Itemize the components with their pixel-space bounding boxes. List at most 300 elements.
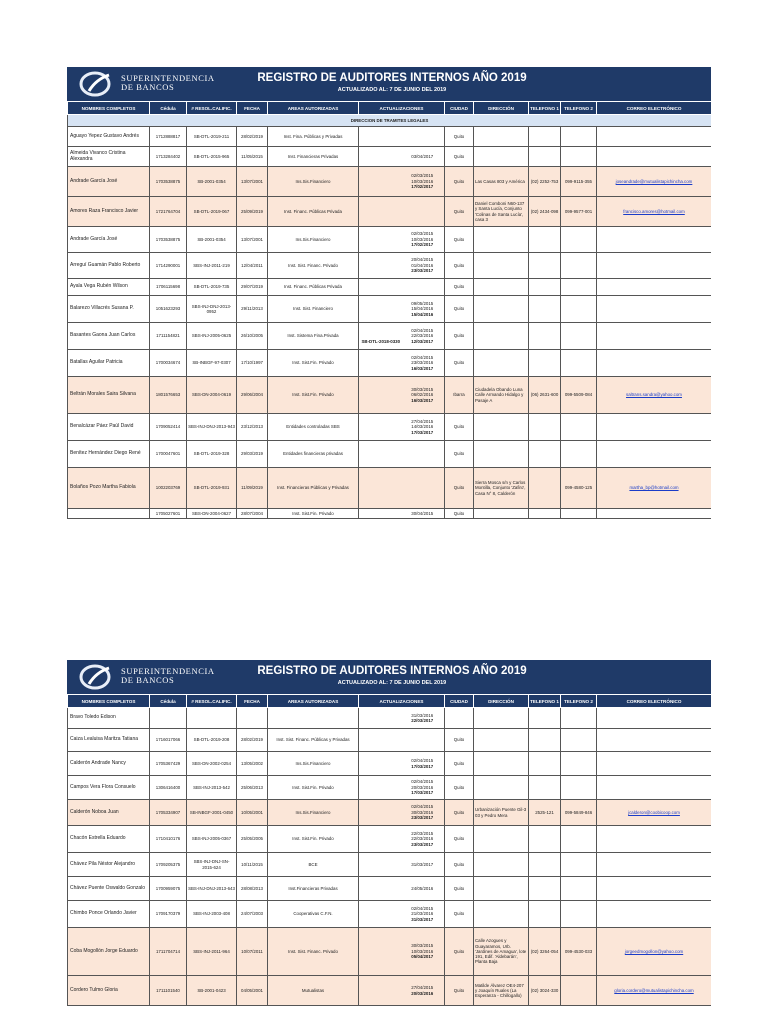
phone-2-cell — [561, 776, 597, 800]
updates-cell — [359, 147, 445, 167]
phone-2-cell — [561, 708, 597, 729]
email-cell[interactable]: martha_bp@hotmail.com — [597, 468, 712, 509]
address-cell — [474, 901, 529, 928]
table-row — [68, 323, 712, 350]
authorized-areas-cell: Inst. Sist. Financ. Públicas y Privadas — [268, 729, 359, 752]
cedula-cell: 1706115698 — [150, 279, 187, 296]
phone-1-cell — [529, 296, 561, 323]
auditor-name: Balarezo Villacrés Susana P. — [68, 296, 150, 323]
phone-1-cell: (02) 3024-330 — [529, 976, 561, 1006]
city-cell: Quito — [445, 296, 474, 323]
resolution-cell: SB-2001-0354 — [187, 227, 237, 253]
city-cell: Quito — [445, 853, 474, 877]
updates-cell — [359, 752, 445, 776]
updates-cell — [359, 377, 445, 414]
city-cell: Quito — [445, 729, 474, 752]
city-cell: Quito — [445, 752, 474, 776]
resolution-cell: SB-DTL-2015-965 — [187, 147, 237, 167]
city-cell: Quito — [445, 826, 474, 853]
header-banner — [67, 67, 711, 101]
address-cell — [474, 296, 529, 323]
email-cell — [597, 414, 712, 441]
phone-2-cell — [561, 826, 597, 853]
update-date: 23/03/2017 — [411, 815, 434, 821]
phone-1-cell: (02) 2434-098 — [529, 197, 561, 227]
table-row — [68, 708, 712, 729]
update-date — [402, 737, 444, 743]
date-cell: 29/06/2004 — [237, 377, 268, 414]
column-header: TELEFONO 2 — [561, 102, 597, 115]
update-date: 15/04/2016 — [411, 311, 434, 317]
phone-2-cell — [561, 752, 597, 776]
update-date: 27/04/2015 — [411, 985, 434, 990]
table-row — [68, 468, 712, 509]
city-cell: Quito — [445, 279, 474, 296]
cedula-cell: 1709205375 — [150, 853, 187, 877]
address-cell: Las Casas 803 y América — [474, 167, 529, 197]
date-cell: 10/11/2015 — [237, 853, 268, 877]
city-cell: Quito — [445, 928, 474, 976]
update-date: 10/03/2016 — [411, 236, 434, 242]
resolution-cell: SBS-DN-2004-0619 — [187, 377, 237, 414]
updates-cell — [359, 853, 445, 877]
update-date: 10/03/2016 — [411, 178, 434, 184]
column-header: CORREO ELECTRÓNICO — [597, 695, 712, 708]
address-cell — [474, 253, 529, 279]
email-cell[interactable]: jcalderon@coobicoop.com — [597, 800, 712, 826]
phone-1-cell: (06) 2631-600 — [529, 377, 561, 414]
cedula-cell: 1801576653 — [150, 377, 187, 414]
email-cell — [597, 147, 712, 167]
city-cell: Quito — [445, 167, 474, 197]
address-cell — [474, 853, 529, 877]
page-title: REGISTRO DE AUDITORES INTERNOS AÑO 2019 — [257, 665, 527, 677]
authorized-areas-cell: Cooperativas C.F.N. — [268, 901, 359, 928]
update-date: 23/03/2017 — [411, 268, 434, 274]
updates-cell — [359, 901, 445, 928]
table-row — [68, 296, 712, 323]
phone-1-cell — [529, 901, 561, 928]
date-cell: 28/02/2019 — [237, 127, 268, 147]
address-cell — [474, 350, 529, 377]
registry-sheet-2 — [67, 660, 711, 1024]
date-cell: 25/06/2013 — [237, 776, 268, 800]
authorized-areas-cell: Inst.Financieras Privadas — [268, 877, 359, 901]
updates-cell — [359, 976, 445, 1006]
section-title: DIRECCION DE TRAMITES LEGALES — [68, 115, 712, 127]
update-date: 31/03/2016 — [411, 712, 434, 718]
table-row — [68, 377, 712, 414]
cedula-cell: 1721764704 — [150, 197, 187, 227]
update-date — [402, 451, 444, 457]
auditor-name: Aguayo Yepez Gustavo Andrés — [68, 127, 150, 147]
phone-2-cell — [561, 976, 597, 1006]
resolution-cell: SBS-INJ-2003-408 — [187, 901, 237, 928]
date-cell: 23/12/2013 — [237, 414, 268, 441]
update-date: 30/03/2015 — [411, 943, 434, 949]
city-cell: Quito — [445, 253, 474, 279]
cedula-cell: 1051623293 — [150, 296, 187, 323]
address-cell: Sierra Mosca s/n y Carlos Montilla, Conjunto 'Zafiro', Casa N° 8, Calderón — [474, 468, 529, 509]
superintendencia-logo-icon — [79, 71, 119, 97]
email-cell — [597, 227, 712, 253]
resolution-cell: SBS-INJ-2011-964 — [187, 928, 237, 976]
update-date: 15/04/2016 — [411, 306, 434, 312]
table-row — [68, 776, 712, 800]
cedula-cell: 1712888817 — [150, 127, 187, 147]
update-date: 23/03/2017 — [411, 841, 434, 847]
authorized-areas-cell: Inst. Sist.Fin. Privado — [268, 776, 359, 800]
update-date: 17/02/2017 — [411, 242, 434, 248]
email-cell — [597, 323, 712, 350]
address-cell — [474, 323, 529, 350]
cedula-cell: 1705334907 — [150, 800, 187, 826]
city-cell: Quito — [445, 776, 474, 800]
update-date: 17/03/2017 — [411, 763, 434, 769]
city-cell: Quito — [445, 147, 474, 167]
cedula-cell: 1700047601 — [150, 441, 187, 468]
email-cell[interactable]: gloria.cordero@mutualistapichincha.com — [597, 976, 712, 1006]
auditor-name: Almeida Vivanco Cristina Alexandra — [68, 147, 150, 167]
auditor-name: Amores Raza Francisco Javier — [68, 197, 150, 227]
phone-1-cell: 2525-121 — [529, 800, 561, 826]
phone-1-cell: (02) 3264-054 — [529, 928, 561, 976]
address-cell — [474, 414, 529, 441]
header-banner — [67, 660, 711, 694]
column-header: CIUDAD — [445, 102, 474, 115]
resolution-cell: SB-DTL-2019-208 — [187, 729, 237, 752]
auditor-name: Andrade García José — [68, 167, 150, 197]
address-cell — [474, 147, 529, 167]
authorized-areas-cell: Entidades financieras privadas — [268, 441, 359, 468]
authorized-areas-cell: Inst. Fina. Públicas y Privadas — [268, 127, 359, 147]
city-cell: Quito — [445, 414, 474, 441]
city-cell: Quito — [445, 441, 474, 468]
update-date: 20/03/2016 — [411, 784, 434, 790]
auditors-table-1 — [67, 101, 711, 519]
update-date: 17/02/2017 — [411, 184, 434, 190]
update-date: 22/03/2015 — [411, 830, 434, 836]
authorized-areas-cell: Inst. Sist.Fin. Privado — [268, 826, 359, 853]
email-cell — [597, 901, 712, 928]
table-row — [68, 853, 712, 877]
resolution-cell: SB-DTL-2019-328 — [187, 441, 237, 468]
auditor-name: Benítez Hernández Diego René — [68, 441, 150, 468]
authorized-areas-cell: Inst. Sist. Financiero — [268, 296, 359, 323]
update-date: 31/03/2017 — [411, 861, 434, 867]
address-cell: Matilde Álvarez OE4-207 y Joaquín Ruales (La Esperanza - Chillogallo) — [474, 976, 529, 1006]
table-row — [68, 877, 712, 901]
email-cell[interactable]: saltrans.sandra@yahoo.com — [597, 377, 712, 414]
auditor-name: Bravo Toledo Edison — [68, 708, 150, 729]
column-header: FECHA — [237, 102, 268, 115]
city-cell: Quito — [445, 323, 474, 350]
update-date — [402, 284, 444, 290]
update-date: 02/03/2015 — [411, 173, 434, 179]
date-cell: 11/09/2019 — [237, 468, 268, 509]
resolution-cell: SBS-INJ-2005-0625 — [187, 323, 237, 350]
address-cell — [474, 729, 529, 752]
phone-1-cell — [529, 776, 561, 800]
table-row — [68, 826, 712, 853]
phone-2-cell — [561, 253, 597, 279]
column-header: DIRECCIÓN — [474, 102, 529, 115]
authorized-areas-cell: Inst. Financ. Públicas Privada — [268, 197, 359, 227]
updates-cell — [359, 296, 445, 323]
email-cell — [597, 826, 712, 853]
authorized-areas-cell: Inst. Financieras Privadas — [268, 147, 359, 167]
resolution-cell: SBS-INJ-DNJ-SN-2015-624 — [187, 853, 237, 877]
column-header: CORREO ELECTRÓNICO — [597, 102, 712, 115]
updates-cell — [359, 227, 445, 253]
update-date: 06/02/2016 — [411, 392, 434, 398]
date-cell: 10/07/2011 — [237, 928, 268, 976]
resolution-cell: SB-DTL-2019-735 — [187, 279, 237, 296]
phone-1-cell — [529, 127, 561, 147]
updates-cell — [359, 708, 445, 729]
phone-1-cell — [529, 227, 561, 253]
resolution-cell: SB-DTL-2019-067 — [187, 197, 237, 227]
authorized-areas-cell: Ins.Sis.Financiero — [268, 800, 359, 826]
update-date: 14/03/2016 — [411, 424, 434, 430]
update-date — [402, 209, 444, 215]
logo-line-2: DE BANCOS — [121, 675, 175, 685]
auditor-name: Andrade García José — [68, 227, 150, 253]
resolution-cell: SB-2001-0354 — [187, 167, 237, 197]
email-cell — [597, 127, 712, 147]
address-cell: Daniel Comboni N60-137 y Santa Lucía, Conjunto 'Colinas de Santa Lucía', casa 3 — [474, 197, 529, 227]
email-cell — [597, 441, 712, 468]
column-header: NOMBRES COMPLETOS — [68, 102, 150, 115]
address-cell — [474, 752, 529, 776]
resolution-cell: SBS-INJ-2013-542 — [187, 776, 237, 800]
email-cell — [597, 509, 712, 519]
update-date: 12/03/2017 — [411, 338, 434, 344]
column-header: NOMBRES COMPLETOS — [68, 695, 150, 708]
phone-2-cell — [561, 296, 597, 323]
city-cell: Quito — [445, 127, 474, 147]
updates-cell — [359, 441, 445, 468]
date-cell: 25/05/2005 — [237, 826, 268, 853]
cedula-cell: 1713284402 — [150, 147, 187, 167]
updates-cell — [359, 350, 445, 377]
auditor-name: Ayala Vega Rubén Wilson — [68, 279, 150, 296]
table-row — [68, 800, 712, 826]
resolution-cell: SB-DTL-2019-211 — [187, 127, 237, 147]
phone-2-cell — [561, 147, 597, 167]
phone-2-cell — [561, 323, 597, 350]
table-row — [68, 167, 712, 197]
update-date: 02/04/2015 — [411, 779, 434, 785]
phone-2-cell — [561, 853, 597, 877]
update-date: 22/03/2017 — [411, 718, 434, 723]
address-cell — [474, 279, 529, 296]
phone-1-cell — [529, 253, 561, 279]
phone-1-cell — [529, 509, 561, 519]
auditor-name: Coba Mogollón Jorge Eduardo — [68, 928, 150, 976]
phone-1-cell — [529, 468, 561, 509]
table-row — [68, 441, 712, 468]
auditor-name: Bolaños Pozo Martha Fabiola — [68, 468, 150, 509]
updates-cell — [359, 468, 445, 509]
authorized-areas-cell: Inst. Sist.Fin. Privado — [268, 350, 359, 377]
update-date: 17/03/2017 — [411, 790, 434, 796]
phone-2-cell — [561, 127, 597, 147]
update-date: 10/03/2016 — [411, 948, 434, 954]
table-row — [68, 752, 712, 776]
city-cell — [445, 708, 474, 729]
column-header: ACTUALIZACIONES — [359, 102, 445, 115]
authorized-areas-cell: Inst. Sist. Financ. Privado — [268, 253, 359, 279]
auditor-name: Arreguí Guamán Pablo Roberto — [68, 253, 150, 279]
cedula-cell: 1705027601 — [150, 509, 187, 519]
table-row — [68, 901, 712, 928]
updates-cell — [359, 509, 445, 519]
resolution-cell: SB-INBGF-2001-0450 — [187, 800, 237, 826]
phone-2-cell — [561, 877, 597, 901]
date-cell: 12/04/2011 — [237, 253, 268, 279]
authorized-areas-cell: BCE — [268, 853, 359, 877]
authorized-areas-cell: Ins.Sis.Financiero — [268, 752, 359, 776]
resolution-cell: SBS-DN-2004-0627 — [187, 509, 237, 519]
date-cell: 13/05/2002 — [237, 752, 268, 776]
cedula-cell: 1703538875 — [150, 227, 187, 253]
email-cell — [597, 253, 712, 279]
date-cell: 28/08/2013 — [237, 877, 268, 901]
date-cell: 28/02/2019 — [237, 729, 268, 752]
update-date: 17/03/2017 — [411, 429, 434, 435]
date-cell: 29/03/2019 — [237, 441, 268, 468]
phone-1-cell — [529, 279, 561, 296]
address-cell — [474, 441, 529, 468]
table-row — [68, 227, 712, 253]
date-cell: 11/05/2015 — [237, 147, 268, 167]
updates-cell — [359, 928, 445, 976]
update-date: 02/04/2015 — [411, 758, 434, 763]
update-date: 02/04/2015 — [411, 804, 434, 810]
update-date: 21/03/2016 — [411, 911, 434, 917]
updates-cell — [359, 323, 445, 350]
column-header: Cédula — [150, 102, 187, 115]
update-date: 02/04/2015 — [411, 905, 434, 911]
phone-1-cell — [529, 826, 561, 853]
auditor-name — [68, 509, 150, 519]
updates-cell — [359, 414, 445, 441]
auditor-name: Chacón Estrella Eduardo — [68, 826, 150, 853]
phone-2-cell: 099-9115-355 — [561, 167, 597, 197]
logo-line-1: SUPERINTENDENCIA — [121, 666, 215, 676]
email-cell[interactable]: francisco.amores@hotmail.com — [597, 197, 712, 227]
cedula-cell: 1703538875 — [150, 167, 187, 197]
authorized-areas-cell: Inst. Sist.Fin. Privado — [268, 509, 359, 519]
resolution-cell — [187, 708, 237, 729]
auditor-name: Chimbo Ponce Orlando Javier — [68, 901, 150, 928]
resolution-cell: SB-2001-0423 — [187, 976, 237, 1006]
update-date: 22/03/2016 — [411, 333, 434, 339]
cedula-cell — [150, 708, 187, 729]
updates-cell — [359, 197, 445, 227]
table-row — [68, 509, 712, 519]
cedula-cell: 1711154821 — [150, 323, 187, 350]
update-date: 03/04/2017 — [411, 153, 434, 159]
cedula-cell: 1711101540 — [150, 976, 187, 1006]
date-cell — [237, 708, 268, 729]
authorized-areas-cell: Inst. Sist.Fin. Privado — [268, 377, 359, 414]
auditor-name: Batallas Aguilar Patricia — [68, 350, 150, 377]
city-cell: Quito — [445, 800, 474, 826]
table-row — [68, 127, 712, 147]
phone-1-cell — [529, 853, 561, 877]
phone-2-cell — [561, 901, 597, 928]
updates-cell — [359, 877, 445, 901]
email-cell — [597, 296, 712, 323]
address-cell: Ciudadela Obando Luna Calle Armando Hidalgo y Pasaje A — [474, 377, 529, 414]
column-header: TELEFONO 2 — [561, 695, 597, 708]
auditor-name: Calderón Andrade Nancy — [68, 752, 150, 776]
column-headers — [68, 695, 712, 708]
update-date: 01/04/2016 — [411, 262, 434, 268]
authorized-areas-cell: Ins.Sis.Financiero — [268, 167, 359, 197]
column-header: AREAS AUTORIZADAS — [268, 102, 359, 115]
address-cell — [474, 826, 529, 853]
update-date: 23/03/2016 — [411, 360, 434, 366]
update-date: 22/03/2016 — [411, 836, 434, 842]
phone-2-cell — [561, 509, 597, 519]
email-cell — [597, 776, 712, 800]
authorized-areas-cell: Inst. Financ. Públicas Privada — [268, 279, 359, 296]
logo-line-2: DE BANCOS — [121, 82, 175, 92]
page-subtitle: ACTUALIZADO AL: 7 DE JUNIO DEL 2019 — [337, 87, 447, 93]
email-cell — [597, 752, 712, 776]
resolution-cell: SBS-INJ-DNJ-2013-643 — [187, 877, 237, 901]
phone-2-cell: 099-5849-846 — [561, 800, 597, 826]
email-cell[interactable]: jorgeedmogollon@yahoo.com — [597, 928, 712, 976]
auditors-table-2 — [67, 694, 711, 1006]
cedula-cell: 1705367429 — [150, 752, 187, 776]
phone-2-cell — [561, 279, 597, 296]
column-header: FECHA — [237, 695, 268, 708]
column-header: AREAS AUTORIZADAS — [268, 695, 359, 708]
auditor-name: Cordero Tulmo Gloria — [68, 976, 150, 1006]
email-cell[interactable]: joseandrade@mutualistapichincha.com — [597, 167, 712, 197]
address-cell: Calle Azogues y Guayaramos, Urb. 'Jardines de Amagua', lote 191, Edif. 'Aldebarán', Planta Baja — [474, 928, 529, 976]
address-cell — [474, 227, 529, 253]
address-cell — [474, 877, 529, 901]
phone-2-cell — [561, 441, 597, 468]
phone-1-cell — [529, 441, 561, 468]
table-row — [68, 729, 712, 752]
update-date — [402, 485, 444, 491]
phone-1-cell — [529, 323, 561, 350]
page-subtitle: ACTUALIZADO AL: 7 DE JUNIO DEL 2019 — [337, 680, 447, 686]
registry-sheet-1 — [67, 67, 711, 523]
update-date: 09/05/2015 — [411, 300, 434, 306]
city-cell: Quito — [445, 350, 474, 377]
phone-2-cell — [561, 350, 597, 377]
email-cell — [597, 350, 712, 377]
column-header: TELEFONO 1 — [529, 102, 561, 115]
updates-cell — [359, 826, 445, 853]
auditor-name: Basantes Gaona Juan Carlos — [68, 323, 150, 350]
address-cell — [474, 127, 529, 147]
date-cell: 29/07/2019 — [237, 279, 268, 296]
table-row — [68, 414, 712, 441]
cedula-cell: 1306416400 — [150, 776, 187, 800]
authorized-areas-cell: Mutualistas — [268, 976, 359, 1006]
city-cell: Quito — [445, 976, 474, 1006]
date-cell: 26/10/2005 — [237, 323, 268, 350]
email-cell — [597, 877, 712, 901]
